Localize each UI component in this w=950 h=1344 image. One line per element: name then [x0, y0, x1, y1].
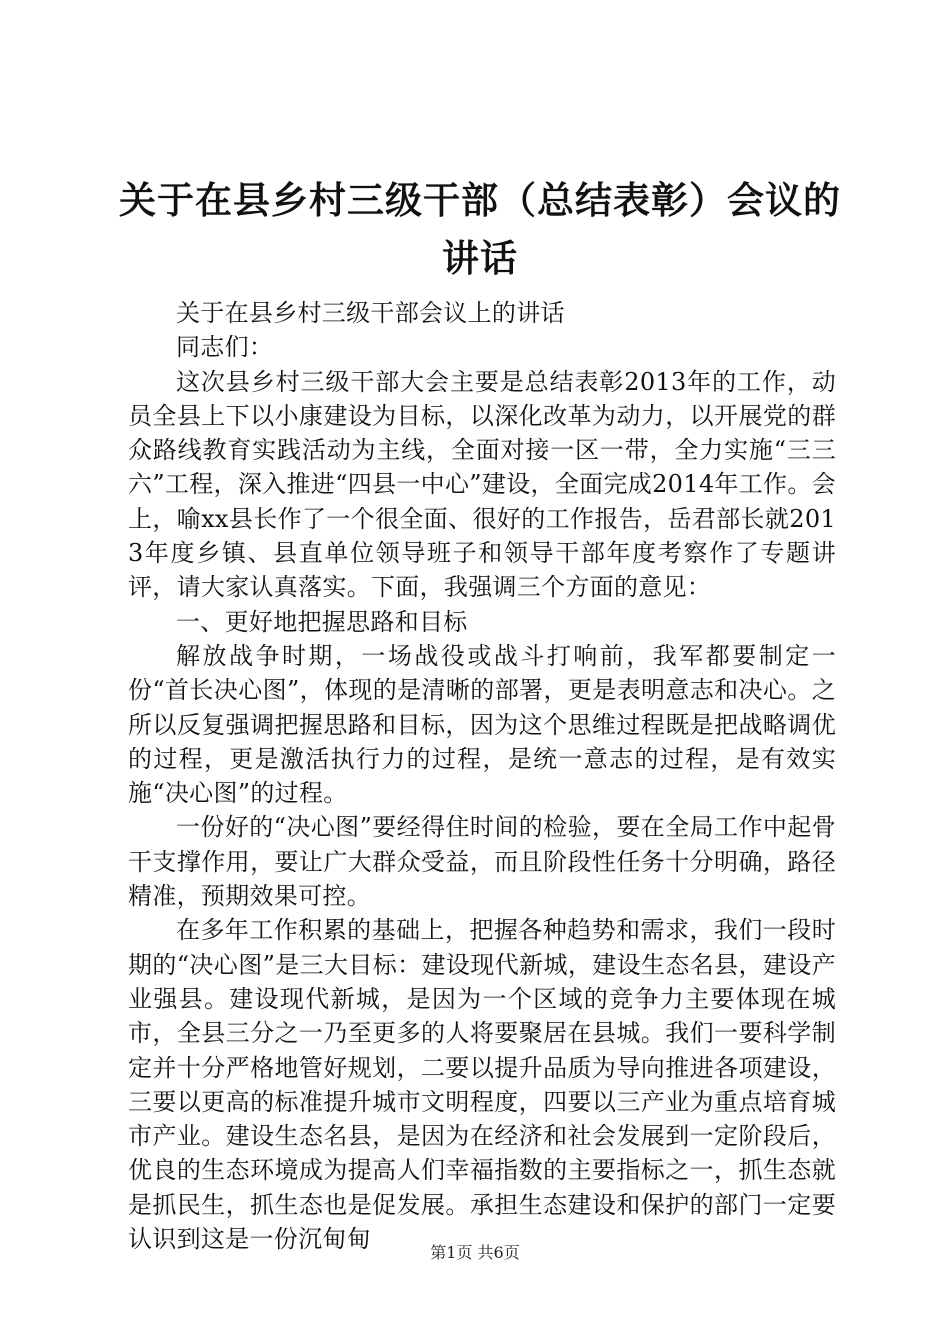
body-paragraph: 解放战争时期，一场战役或战斗打响前，我军都要制定一份“首长决心图”，体现的是清晰的部署，更是表明意志和决心。之所以反复强调把握思路和目标，因为这个思维过程既是把战略调优的过程，更是激活执行力的过程，是统一意志的过程，是有效实施“决心图”的过程。	[128, 641, 836, 808]
salutation-paragraph: 同志们：	[176, 333, 274, 362]
page-footer: 第1页 共6页	[430, 1243, 520, 1262]
document-body	[128, 296, 836, 1256]
body-paragraph: 这次县乡村三级干部大会主要是总结表彰2013年的工作，动员全县上下以小康建设为目标，以深化改革为动力，以开展党的群众路线教育实践活动为主线，全面对接一区一带，全力实施“三三六”工程，深入推进“四县一中心”建设，全面完成2014年工作。会上，喻xx县长作了一个很全面、很好的工作报告，岳君部长就2013年度乡镇、县直单位领导班子和领导干部年度考察作了专题讲评，请大家认真落实。下面，我强调三个方面的意见：	[128, 367, 836, 602]
body-paragraph: 在多年工作积累的基础上，把握各种趋势和需求，我们一段时期的“决心图”是三大目标：建设现代新城，建设生态名县，建设产业强县。建设现代新城，是因为一个区域的竞争力主要体现在城市，全县三分之一乃至更多的人将要聚居在县城。我们一要科学制定并十分严格地管好规划，二要以提升品质为导向推进各项建设，三要以更高的标准提升城市文明程度，四要以三产业为重点培育城市产业。建设生态名县，是因为在经济和社会发展到一定阶段后，优良的生态环境成为提高人们幸福指数的主要指标之一，抓生态就是抓民生，抓生态也是促发展。承担生态建设和保护的部门一定要认识到这是一份沉甸甸	[128, 916, 836, 1254]
subtitle-paragraph: 关于在县乡村三级干部会议上的讲话	[176, 299, 565, 327]
section-heading: 一、更好地把握思路和目标	[176, 607, 468, 636]
document-title: 关于在县乡村三级干部（总结表彰）会议的讲话	[119, 179, 841, 280]
body-paragraph: 一份好的“决心图”要经得住时间的检验，要在全局工作中起骨干支撑作用，要让广大群众受益，而且阶段性任务十分明确，路径精准，预期效果可控。	[128, 813, 836, 911]
